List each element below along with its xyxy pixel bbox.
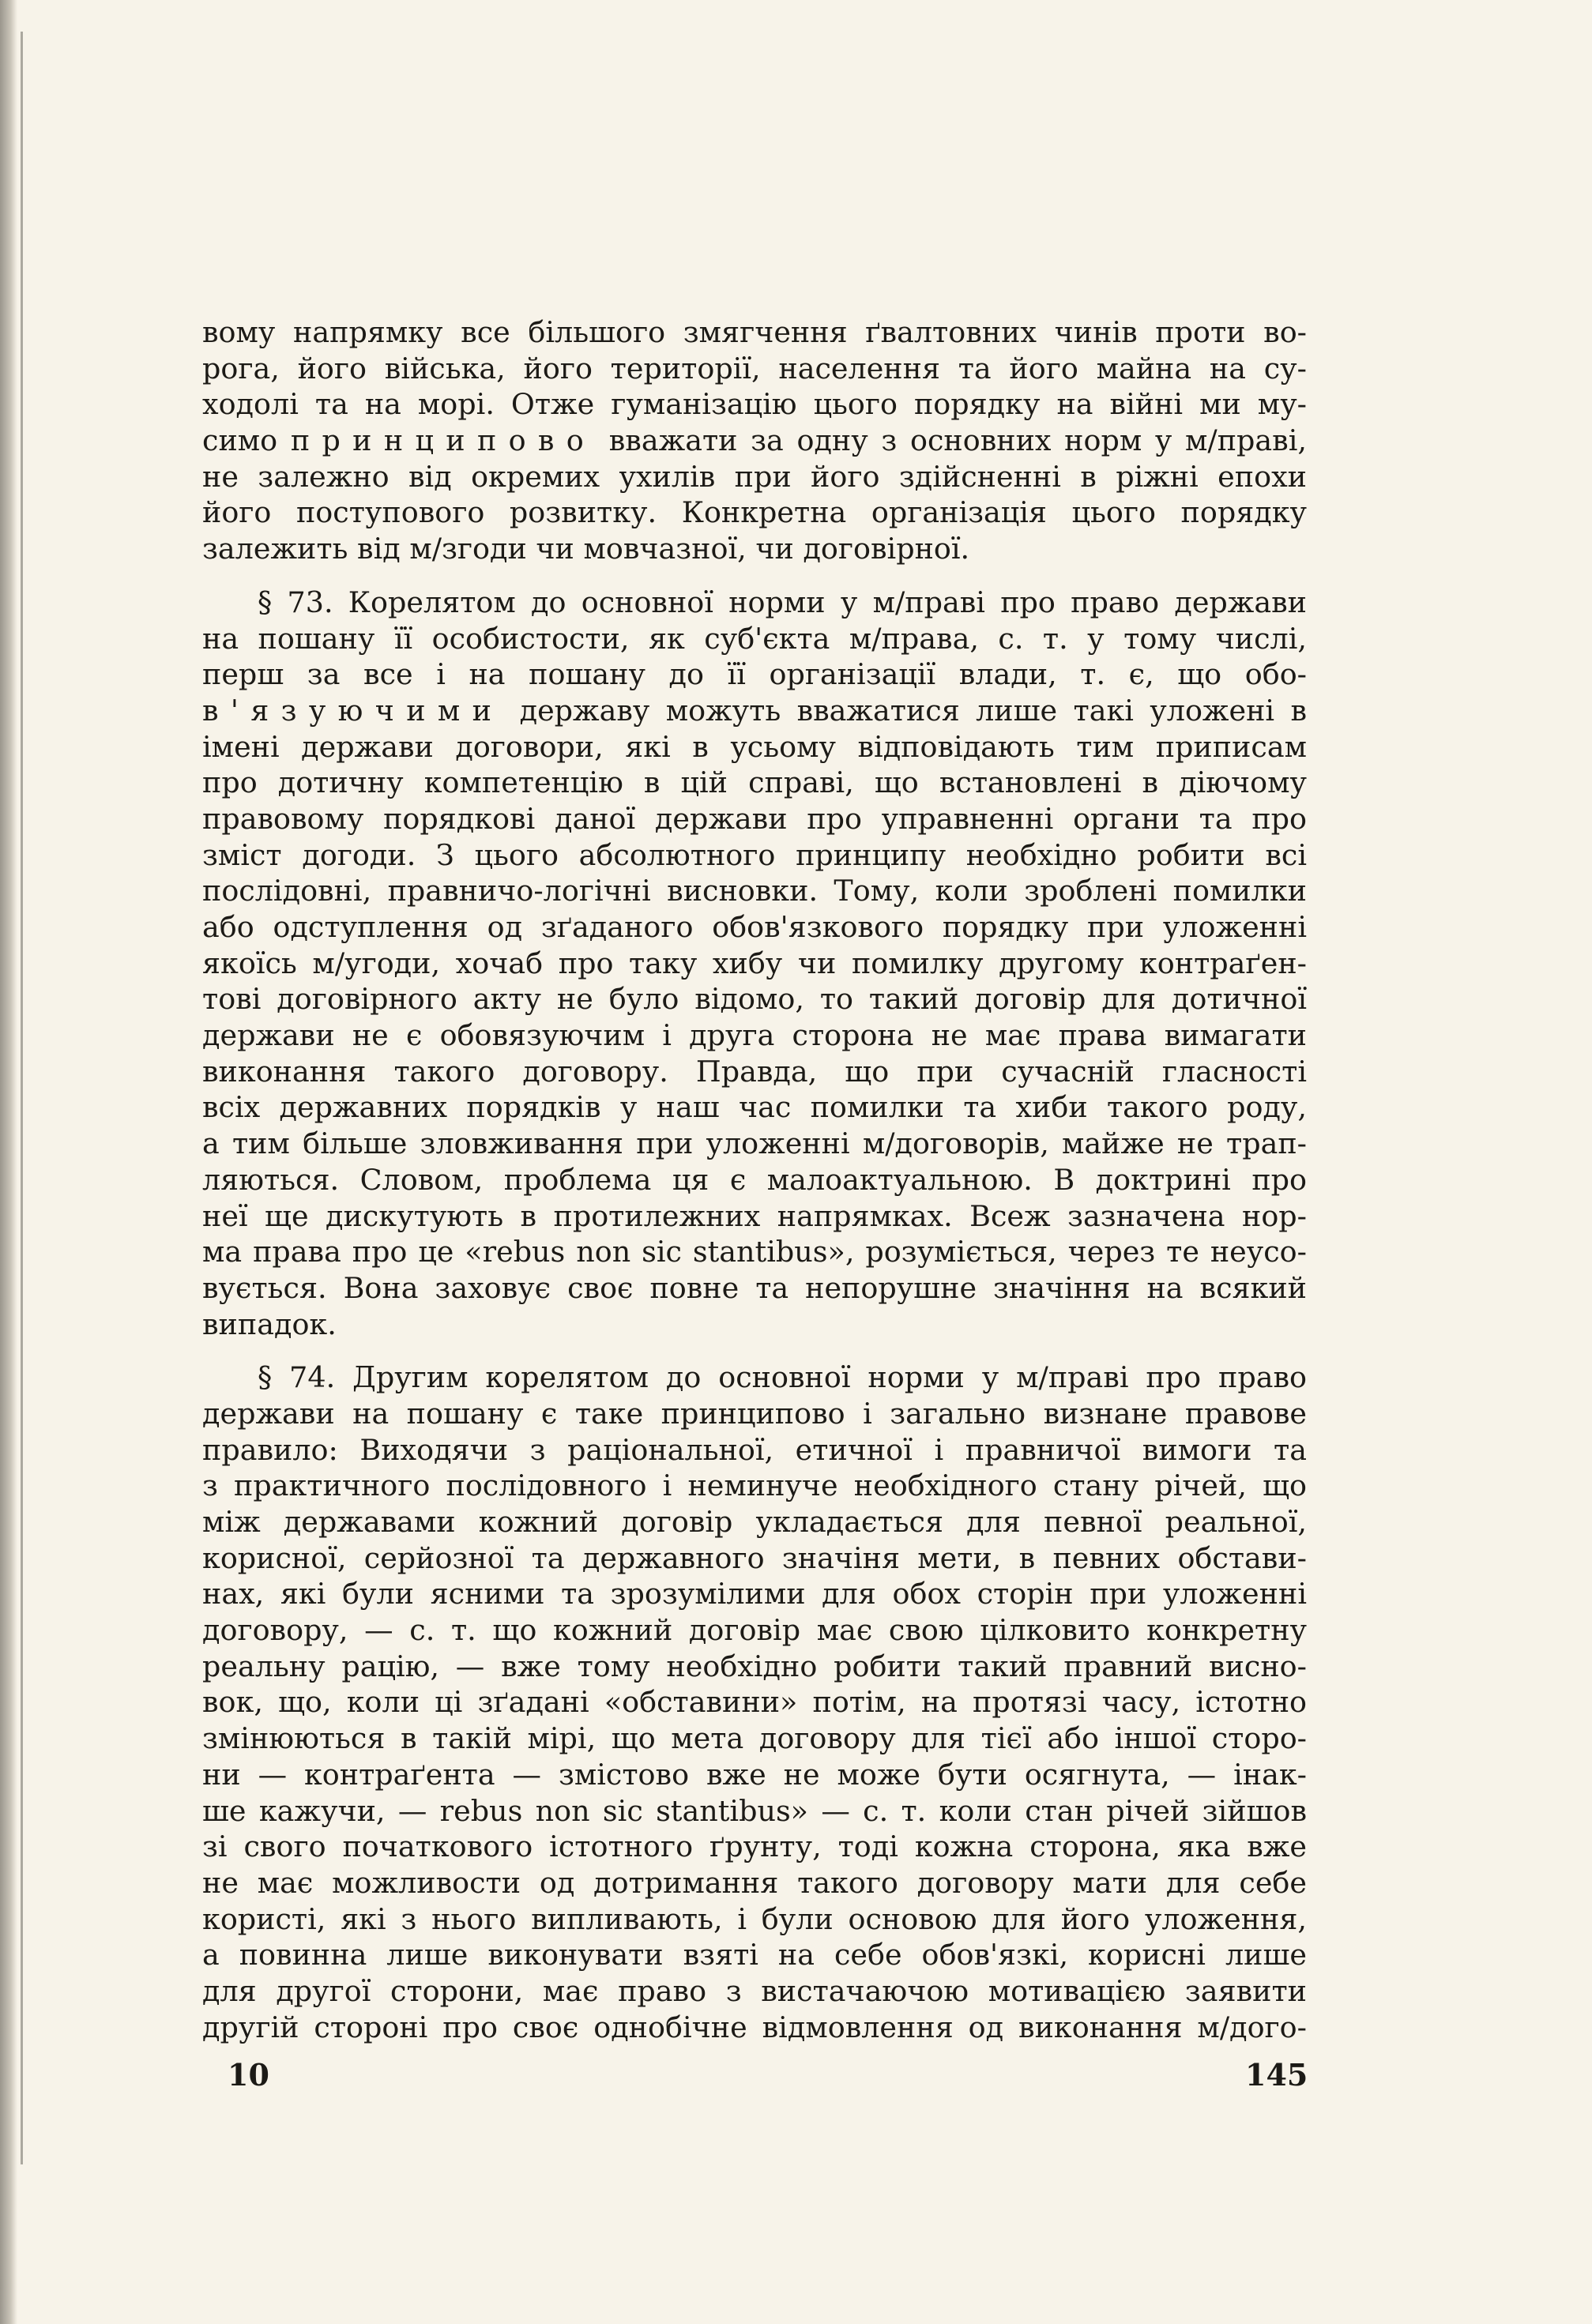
text-line: ни — контраґента — змістово вже не може бути осягнута, — інак- (202, 1757, 1307, 1792)
text-line (202, 423, 1307, 459)
text-line (202, 693, 1307, 729)
text-line: другій стороні про своє однобічне відмовлення од виконання м/дого- (202, 2010, 1307, 2044)
text-line: рога, його війська, його території, населення та його майна на су- (202, 351, 1307, 385)
text-line: користі, які з нього випливають, і були основою для його уложення, (202, 1901, 1307, 1936)
text-line: вому напрямку все більшого змягчення ґвалтовних чинів проти во- (202, 315, 1307, 349)
text-line: а тим більше зловживання при уложенні м/договорів, майже не трап- (202, 1126, 1307, 1161)
text-line: зі свого початкового істотного ґрунту, тоді кожна сторона, яка вже (202, 1829, 1307, 1864)
text-line: ходолі та на морі. Отже гуманізацію цього порядку на війні ми му- (202, 387, 1307, 422)
text-fragment: симо (202, 423, 291, 458)
text-line: держави на пошану є таке принципово і загально визнане правове (202, 1396, 1307, 1431)
text-line: перш за все і на пошану до її організації влади, т. є, що обо- (202, 657, 1307, 692)
text-line: правило: Виходячи з раціональної, етичної і правничої вимоги та (202, 1432, 1307, 1467)
text-line: для другої сторони, має право з вистачаючою мотивацією заявити (202, 1973, 1307, 2008)
text-line: неї ще дискутують в протилежних напрямках. Всеж зазначена нор- (202, 1198, 1307, 1233)
text-line: ше кажучи, — rebus non sic stantibus» — с. т. коли стан річей зійшов (202, 1793, 1307, 1828)
text-line: нах, які були ясними та зрозумілими для обох сторін при уложенні (202, 1577, 1307, 1611)
text-line: тові договірного акту не було відомо, то такий договір для дотичної (202, 982, 1307, 1017)
paragraph-gap (202, 1342, 1307, 1359)
text-line: не залежно від окремих ухилів при його здійсненні в ріжні епохи (202, 459, 1307, 494)
text-line: про дотичну компетенцію в цій справі, що встановлені в діючому (202, 765, 1307, 800)
text-fragment: державу можуть вважатися лише такі уложені в (503, 693, 1307, 728)
text-line: зміст догоди. З цього абсолютного принципу необхідно робити всі (202, 837, 1307, 872)
text-line: вок, що, коли ці зґадані «обставини» потім, на протязі часу, істотно (202, 1685, 1307, 1720)
text-fragment: вважати за одну з основних норм у м/праві, (596, 423, 1307, 458)
paragraph-gap (202, 567, 1307, 585)
text-line: вується. Вона заховує своє повне та непорушне значіння на всякий (202, 1270, 1307, 1305)
paragraph-1 (202, 314, 1307, 567)
text-line: ма права про це «rebus non sic stantibus», розуміється, через те неусо- (202, 1235, 1307, 1269)
text-line: держави не є обовязуючим і друга сторона не має права вимагати (202, 1018, 1307, 1053)
signature-mark: 10 (228, 2057, 269, 2093)
text-line: випадок. (202, 1307, 337, 1341)
text-line: правовому порядкові даної держави про управненні органи та про (202, 801, 1307, 836)
page-binding-shadow (0, 0, 17, 2324)
text-line: договору, — с. т. що кожний договір має свою цілковито конкретну (202, 1613, 1307, 1648)
text-line: а повинна лише виконувати взяті на себе обов'язкі, корисні лише (202, 1938, 1307, 1972)
emphasized-word: в'язуючими (202, 693, 504, 728)
body-text (202, 314, 1307, 2045)
text-line: не має можливости од дотримання такого договору мати для себе (202, 1865, 1307, 1900)
text-line: послідовні, правничо-логічні висновки. Тому, коли зроблені помилки (202, 874, 1307, 908)
page-number: 145 (1245, 2057, 1308, 2093)
emphasized-word: принципово (290, 423, 597, 458)
text-line: ляються. Словом, проблема ця є малоактуальною. В доктрині про (202, 1162, 1307, 1197)
text-line: залежить від м/згоди чи мовчазної, чи договірної. (202, 532, 970, 566)
text-line: або одступлення од зґаданого обов'язкового порядку при уложенні (202, 910, 1307, 944)
text-line: між державами кожний договір укладається для певної реальної, (202, 1505, 1307, 1539)
text-line: імені держави договори, які в усьому відповідають тим приписам (202, 729, 1307, 764)
text-line: якоїсь м/угоди, хочаб про таку хибу чи помилку другому контраґен- (202, 946, 1307, 980)
text-line: змінюються в такій мірі, що мета договору для тієї або іншої сторо- (202, 1721, 1307, 1756)
text-line: § 73. Корелятом до основної норми у м/праві про право держави (258, 585, 1307, 619)
text-line: виконання такого договору. Правда, що при сучасній гласності (202, 1054, 1307, 1089)
text-line: корисної, серйозної та державного значіня мети, в певних обстави- (202, 1540, 1307, 1575)
text-line: його поступового розвитку. Конкретна організація цього порядку (202, 495, 1307, 530)
paragraph-74 (202, 1359, 1307, 2045)
text-line: з практичного послідовного і неминуче необхідного стану річей, що (202, 1468, 1307, 1503)
text-line: на пошану її особистости, як суб'єкта м/права, с. т. у тому числі, (202, 621, 1307, 656)
text-line: всіх державних порядків у наш час помилки та хиби такого роду, (202, 1090, 1307, 1125)
text-line: § 74. Другим корелятом до основної норми у м/праві про право (258, 1360, 1307, 1395)
text-line: реальну рацію, — вже тому необхідно робити такий правний висно- (202, 1649, 1307, 1683)
page-edge-line (21, 32, 23, 2164)
paragraph-73 (202, 585, 1307, 1342)
